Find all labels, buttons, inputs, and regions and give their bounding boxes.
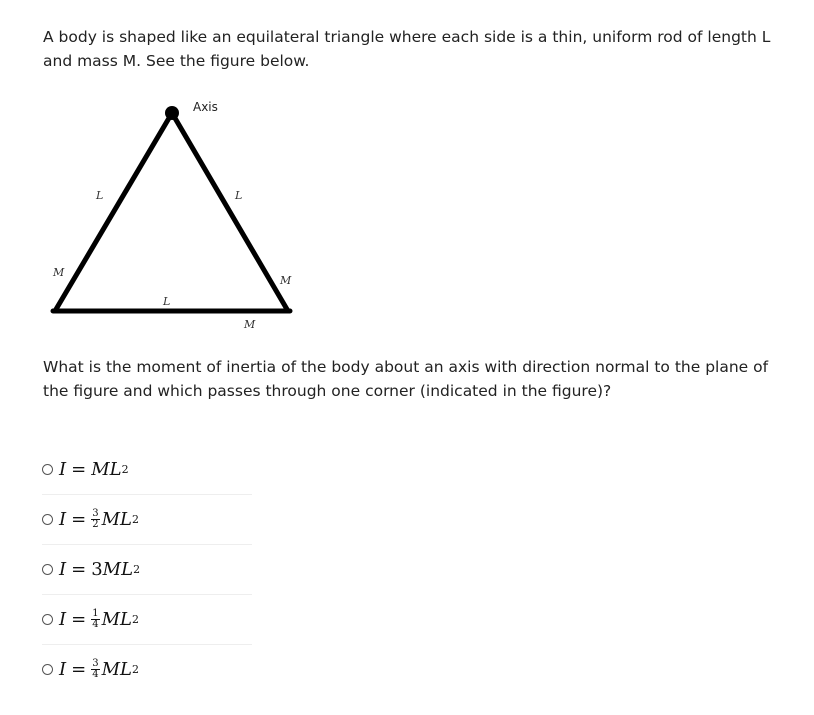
option-formula: I = $\frac{1}{4}$ ML 2	[59, 608, 139, 630]
formula-equals: =	[71, 559, 87, 580]
fraction-numerator: 3	[92, 508, 99, 519]
mass-label-bottom: M	[244, 318, 256, 331]
option-formula: I = ML 2	[59, 459, 129, 480]
formula-symbol: I	[59, 609, 67, 630]
mass-label-left: M	[53, 266, 65, 279]
formula-coefficient: 3	[91, 559, 103, 580]
option-formula: I = 3 ML 2	[59, 559, 141, 580]
formula-fraction	[91, 609, 99, 630]
answer-options	[42, 445, 252, 694]
fraction-denominator: 2	[92, 519, 99, 530]
formula-equals: =	[71, 509, 87, 530]
formula-variable: ML	[91, 459, 122, 480]
formula-equals: =	[71, 459, 87, 480]
fraction-numerator: 1	[92, 608, 99, 619]
fraction-denominator: 4	[92, 619, 99, 630]
answer-option[interactable]	[42, 595, 252, 645]
formula-equals: =	[71, 659, 87, 680]
side-label-right: L	[235, 189, 243, 202]
formula-fraction	[91, 509, 99, 530]
formula-symbol: I	[59, 559, 67, 580]
answer-option[interactable]	[42, 495, 252, 545]
answer-option[interactable]	[42, 545, 252, 595]
formula-variable: ML	[101, 509, 132, 530]
radio-button[interactable]	[42, 664, 53, 675]
side-label-left: L	[96, 189, 104, 202]
mass-label-right: M	[280, 274, 292, 287]
triangle-figure	[0, 90, 330, 345]
fraction-numerator: 3	[92, 658, 99, 669]
option-formula: I = $\frac{3}{2}$ ML 2	[59, 508, 139, 530]
answer-option[interactable]	[42, 445, 252, 495]
formula-variable: ML	[101, 609, 132, 630]
axis-label: Axis	[193, 100, 218, 114]
question-text: What is the moment of inertia of the body about an axis with direction normal to the plane of the figure and which passes through one corner (indicated in the figure)?	[43, 358, 769, 400]
radio-button[interactable]	[42, 614, 53, 625]
axis-pivot-dot	[165, 106, 179, 120]
side-label-bottom: L	[163, 295, 171, 308]
formula-variable: ML	[102, 559, 134, 580]
formula-symbol: I	[59, 659, 67, 680]
radio-button[interactable]	[42, 464, 53, 475]
fraction-denominator: 4	[92, 669, 99, 680]
formula-fraction	[91, 659, 99, 680]
answer-option[interactable]	[42, 645, 252, 694]
problem-intro: A body is shaped like an equilateral triangle where each side is a thin, uniform rod of length L and mass M. See the figure below.	[43, 28, 771, 70]
formula-symbol: I	[59, 509, 67, 530]
rod-right	[172, 113, 288, 311]
formula-equals: =	[71, 609, 87, 630]
radio-button[interactable]	[42, 514, 53, 525]
radio-button[interactable]	[42, 564, 53, 575]
option-formula: I = $\frac{3}{4}$ ML 2	[59, 658, 139, 680]
rod-left	[55, 113, 172, 311]
formula-variable: ML	[101, 659, 132, 680]
formula-symbol: I	[59, 459, 67, 480]
